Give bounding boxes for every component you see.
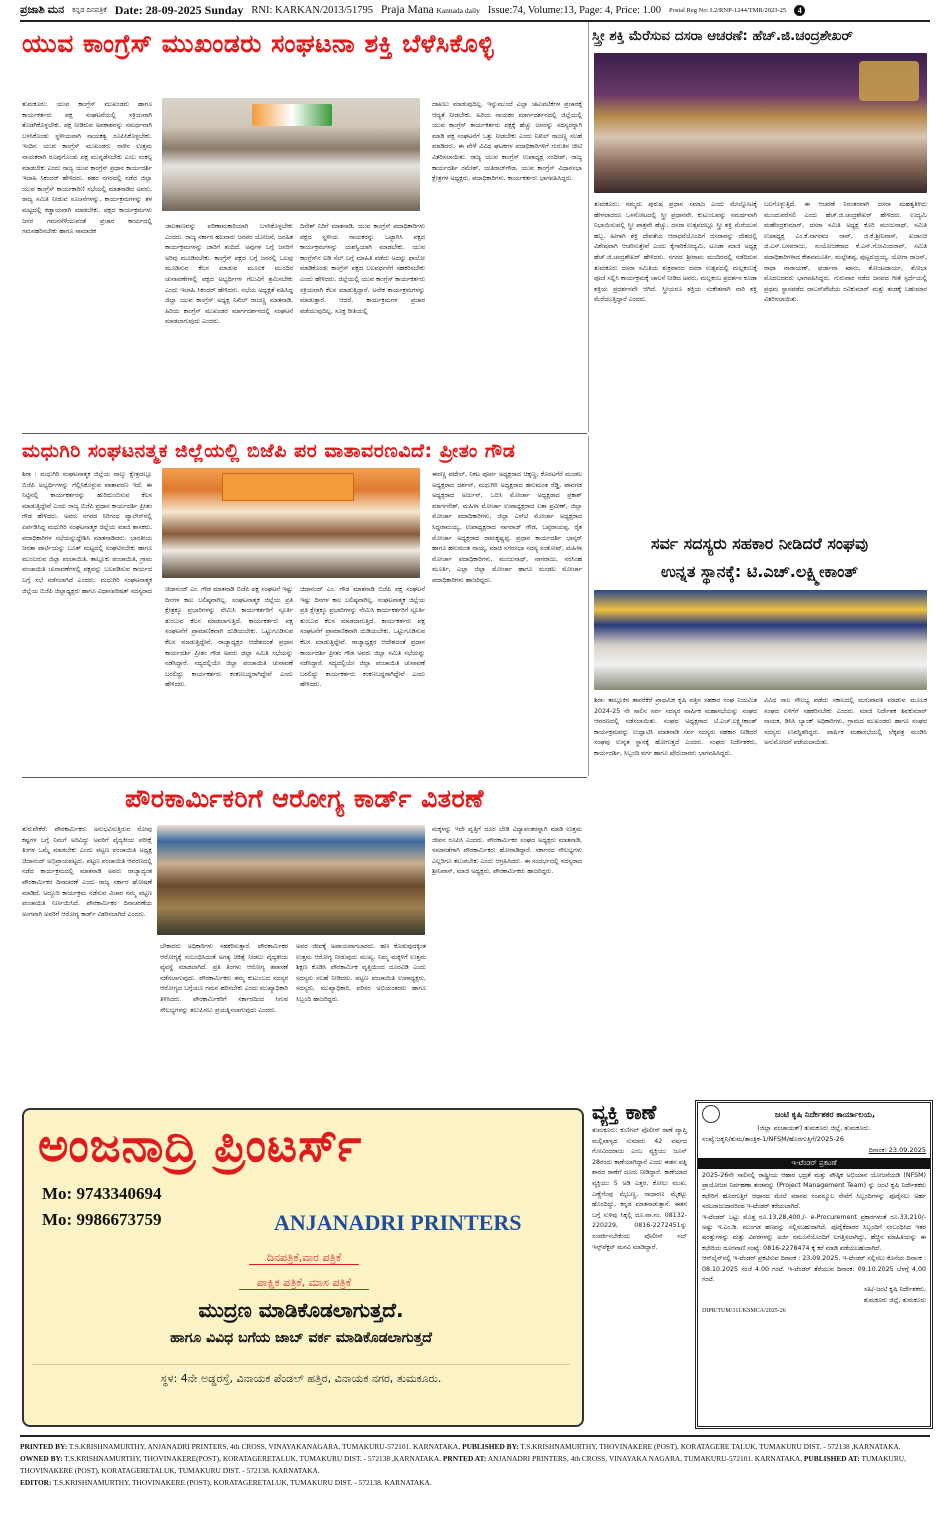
bjp-col1: ಶಿರಾ : ಮಧುಗಿರಿ ಸಂಘಟನಾತ್ಮಕ ಜಿಲ್ಲೆಯ ನಾಲ್ಕು ಕ್ಷೇತ್ರದಲ್ಲೂ ಬಿಜೆಪಿ ಅಭ್ಯರ್ಥಿಗಳನ್ನು ಗೆಲ್ಲಿಸಿಕೊಳ್ಳುವ ವಾತಾವರಣ ಇದೆ. ಈ ನಿಟ್ಟಿನಲ್ಲಿ ಕಾರ್ಯಕರ್ತರನ್ನು ಹುರಿದುಂಬಿಸುವ ಕೆಲಸ ಮಾಡುತ್ತಿದ್ದೇವೆ ಎಂದು ರಾಜ್ಯ ಬಿಜೆಪಿ ಪ್ರಧಾನ ಕಾರ್ಯದರ್ಶಿ ಪ್ರೀತಂ ಗೌಡ ಹೇಳಿದರು. ಅವರು ನಗರದ ಸಿರಿಗಂಧ ಪ್ಯಾಲೇಸ್‌ನಲ್ಲಿ ಏರ್ಪಡಿಸಿದ್ದ ಮಧುಗಿರಿ ಸಂಘಟನಾತ್ಮಕ ಜಿಲ್ಲೆಯ ಮಾಜಿ ಶಾಸಕರು, ಪದಾಧಿಕಾರಿಗಳ ಸಭೆಯನ್ನುದ್ದೇಶಿಸಿ ಮಾತನಾಡಿದರು. ಭಾರತೀಯ ಜನತಾ ಪಾರ್ಟಿಯನ್ನು ಬೂತ್ ಮಟ್ಟದಲ್ಲಿ ಸಂಘಟಿಸಬೇಕು ಹಾಗೂ ಮುಂಬರುವ ಜಿಲ್ಲಾ ಪಂಚಾಯಿತಿ, ತಾಲ್ಲೂಕು ಪಂಚಾಯಿತಿ, ಗ್ರಾಮ ಪಂಚಾಯಿತಿ ಚುನಾವಣೆಗಳಲ್ಲಿ ಪಕ್ಷವನ್ನು ಬಲಪಡಿಸುವ ಕಾರ್ಯದ ಬಗ್ಗೆ ಸಭೆ ನಡೆಸಲಾಗಿದೆ ಎಂದರು. ಮಧುಗಿರಿ ಸಂಘಟನಾತ್ಮಕ ಜಿಲ್ಲೆಯ ಬಿಜೆಪಿ ಜಿಲ್ಲಾಧ್ಯಕ್ಷರು ಹಾಗೂ ವಿಧಾನಪರಿಷತ್ ಸದಸ್ಯರಾದ: [22, 471, 152, 595]
tender-sign2: ತುಮಕೂರು ಜಿಲ್ಲೆ, ತುಮಕೂರು: [863, 1296, 926, 1304]
anjanadri-printers-ad: [22, 1108, 584, 1427]
ad-publication-types: [204, 1246, 404, 1290]
tender-date: ದಿನಾಂಕ: 23.09.2025: [868, 1146, 926, 1154]
health-card-photo: [157, 825, 425, 935]
ad-divider: [32, 1364, 570, 1365]
bjp-col3: ಈರಣ್ಣ ಪಟೇಲ್, ನಿಕಟ ಪೂರ್ವ ಅಧ್ಯಕ್ಷರಾದ ಚಿಕ್ಕಣ್ಣ, ಕೊರಟಗೆರೆ ಮಂಡಲ ಅಧ್ಯಕ್ಷರಾದ ದರ್ಶನ್, ಮಧುಗಿರಿ ಅಧ್ಯಕ್ಷರಾದ ಹನುಮಂತ ರೆಡ್ಡಿ, ಪಾವಗಡ ಅಧ್ಯಕ್ಷರಾದ ಅರ್ಜುನ್, ಒಬಿಸಿ ಮೋರ್ಚಾ ಅಧ್ಯಕ್ಷರಾದ ಪ್ರಕಾಶ್ ಮಾರ್ಗನೇಶ್, ಮಹಿಳಾ ಮೋರ್ಚಾ ಉಪಾಧ್ಯಕ್ಷರಾದ ಲತಾ ಪ್ರವೀಣ್, ಜಿಲ್ಲಾ ಮೋರ್ಚಾ ಪದಾಧಿಕಾರಿಗಳು, ಜಿಲ್ಲಾ ಎಸ್‌ಟಿ ಮೋರ್ಚಾ ಅಧ್ಯಕ್ಷರಾದ ಸಿದ್ದರಾಮಯ್ಯ, ಉಪಾಧ್ಯಕ್ಷರಾದ ನಾಗರಾಜ್ ಗೌಡ, ಬಪ್ಪರಾಯಪ್ಪ, ರೈತ ಮೋರ್ಚಾ ಅಧ್ಯಕ್ಷರಾದ ರಾಮಕೃಷ್ಣಪ್ಪ, ಪ್ರಧಾನ ಕಾರ್ಯದರ್ಶಿ ಭಾಸ್ಕರ್ ಹಾಗೂ ಹನುಮಂತ ನಾಯ್ಕ, ಮಾಜಿ ನಗರಸಭಾ ಸದಸ್ಯ ಸಂತೋಷ್, ಮಹಿಳಾ ಮೋರ್ಚಾ ಪದಾಧಿಕಾರಿಗಳು, ಮಂಜುನಾಥ್, ನಾಗರಾಜು, ನರಸಿಂಹ ಮೂರ್ತಿ, ಎಲ್ಲಾ ಜಿಲ್ಲಾ ಮೋರ್ಚಾ ಹಾಗೂ ಮಂಡಲ ಮೋರ್ಚಾ ಪದಾಧಿಕಾರಿಗಳು ಹಾಜರಿದ್ದರು.: [432, 471, 582, 584]
cooperative-photo: [594, 590, 927, 690]
tender-para1: 2025-26ನೇ ಸಾಲಿನಲ್ಲಿ ರಾಷ್ಟ್ರೀಯ ಆಹಾರ ಭದ್ರತೆ ಮತ್ತು ಪೌಷ್ಠಿಕ ಅಭಿಯಾನ ಯೋಜನೆಯಡಿ (NFSM) ಪ್ರಾಯೋಜನ ನಿರ್ವಹಣಾ ತಂಡವನ್ನು (Project Management Team) ನ್ನು ಜಂಟಿ ಕೃಷಿ ನಿರ್ದೇಶಕರು ಕಛೇರಿಗೆ ಹೊರಗುತ್ತಿಗೆ ಆಧಾರದ ಮೇಲೆ ಮಾನವ ಸಂಪನ್ಮೂಲ ಸೇವೆಗೆ ಸಿಬ್ಬಂದಿಗಳನ್ನು ಪೂರೈಸಲು ಅರ್ಹ ಸರಬರಾಜುದಾರರಿಂದ ಇ-ಟೆಂಡರ್ ಕರೆಯಲಾಗಿದೆ.: [702, 1172, 926, 1211]
tender-para3: ಆನ್‌ಲೈನ್‌ನಲ್ಲಿ ಇ-ಟೆಂಡರ್ ಪ್ರಕಟಿಸುವ ದಿನಾಂಕ : 23.09.2025. ಇ-ಟೆಂಡರ್ ಸಲ್ಲಿಸಲು ಕೊನೆಯ ದಿನಾಂಕ : 08.10.2025 ಸಂಜೆ 4.00 ಗಂಟೆ. ಇ-ಟೆಂಡರ್ ತೆರೆಯುವ ದಿನಾಂಕ: 09.10.2025 ಬೆಳಗ್ಗೆ 4.00 ಗಂಟೆ.: [702, 1255, 926, 1284]
tender-title: ಇ-ಟೆಂಡರ್ ಪ್ರಕಟಣೆ: [698, 1158, 930, 1169]
ad-address: ಸ್ಥಳ: 4ನೇ ಅಡ್ಡರಸ್ತೆ, ವಿನಾಯಕ ಪೆಂಡಲ್ ಹತ್ತಿರ, ವಿನಾಯಕ ನಗರ, ತುಮಕೂರು.: [160, 1372, 442, 1385]
health-card-col3: ಅವರ ಜೀವಕ್ಕೆ ಅಪಾಯವಾಗಬಾರದು. ಹಣ ಕೊಡುವುದಕ್ಕಿಂತ ಉತ್ತಮ ಆರೋಗ್ಯ ನೀಡುವುದು ಮುಖ್ಯ. ನಿಮ್ಮ ಮಕ್ಕಳಿಗೆ ಉತ್ತಮ ಶಿಕ್ಷಣ ಕೊಡಿಸಿ ಪೌರಕಾರ್ಮಿಕ ವೃತ್ತಿಯಿಂದ ದೂರವಿಡಿ ಎಂದು ಸದಸ್ಯರು ಸಲಹೆ ನೀಡಿದರು. ಪಟ್ಟಣ ಪಂಚಾಯಿತಿ ಉಪಾಧ್ಯಕ್ಷರು, ಸದಸ್ಯರು, ಮುಖ್ಯಾಧಿಕಾರಿ, ಪರಿಸರ ಅಭಿಯಂತರರು ಹಾಗೂ ಸಿಬ್ಬಂದಿ ಹಾಜರಿದ್ದರು.: [296, 943, 426, 1003]
cooperative-headline-line1: ಸರ್ವ ಸದಸ್ಯರು ಸಹಕಾರ ನೀಡಿದರೆ ಸಂಘವು: [651, 534, 868, 553]
ad-phone-2: Mo: 9986673759: [42, 1210, 162, 1229]
youth-congress-col1: ತುಮಕೂರು: ಯುವ ಕಾಂಗ್ರೆಸ್ ಮುಖಂಡರು ಹಾಗೂ ಕಾರ್ಯಕರ್ತರು ಪಕ್ಷ ಸಂಘಟನೆಯಲ್ಲಿ ಸಕ್ರಿಯವಾಗಿ ತೊಡಗಿಕೊಳ್ಳಬೇಕು. ಪಕ್ಷ ನೀಡಿರುವ ಅವಕಾಶವನ್ನು ಸಮರ್ಥವಾಗಿ ಬಳಸಿಕೊಂಡು ಸ್ಥಳೀಯವಾಗಿ ನಾಯಕತ್ವ ರೂಪಿಸಿಕೊಳ್ಳಬೇಕು. ಇಂದಿನ ಯುವ ಕಾಂಗ್ರೆಸ್ ಮುಖಂಡರು ನಾಳಿನ ಉತ್ತಮ ನಾಯಕರಾಗಿ ರೂಪುಗೊಂಡು ಪಕ್ಷ ಮುನ್ನಡೆಸಬೇಕು ಎಂಬ ಸಂಕಲ್ಪ ಮಾಡಬೇಕು ಎಂದು ರಾಜ್ಯ ಯುವ ಕಾಂಗ್ರೆಸ್ ಪ್ರಧಾನ ಕಾರ್ಯದರ್ಶಿ ಇಲಾಹಿ ಸಿಕಂದರ್ ಹೇಳಿದರು. ಶಹರ ನಗರದಲ್ಲಿ ನಡೆದ ಜಿಲ್ಲಾ ಯುವ ಕಾಂಗ್ರೆಸ್ ಕಾರ್ಯಕಾರಿಣಿ ಸಭೆಯಲ್ಲಿ ಮಾತನಾಡಿದ ಅವರು, ರಾಜ್ಯ ಸಮಿತಿ ನೀಡುವ ಸೂಚನೆಗಳನ್ನು, ಕಾರ್ಯಕ್ರಮಗಳನ್ನು ತಳ ಮಟ್ಟದಲ್ಲಿ ಕಡ್ಡಾಯವಾಗಿ ಮಾಡಬೇಕು. ಪಕ್ಷದ ಕಾರ್ಯಕ್ರಮಗಳು ಜನರ ಗಮನಸೆಳೆಯುವಂತೆ ಪ್ರಚಾರ ಕಾರ್ಯದಲ್ಲಿ ಗಮನಹರಿಸಬೇಕು ಹಾಗೂ ಸಾಮಾಜಿಕ: [22, 101, 152, 236]
dasara-headline: ಸ್ತ್ರೀ ಶಕ್ತಿ ಮೆರೆಸುವ ದಸರಾ ಆಚರಣೆ: ಹೆಚ್.ಜಿ.ಚಂದ್ರಶೇಖರ್: [592, 28, 853, 44]
tender-sign1: ಸಹಿ/-ಜಂಟಿ ಕೃಷಿ ನಿರ್ದೇಶಕರು,: [864, 1286, 926, 1294]
owned-by: T.S.KRISHNAMURTHY, THOVINAKERE(POST), KORATAGERETALUK, TUMAKURU DIST. - 572138 ,KARNATAKA.: [64, 1454, 442, 1463]
editor-label: EDITOR:: [20, 1478, 52, 1487]
masthead-name: Praja Mana: [381, 4, 434, 16]
cooperative-col1: ಶಿರಾ: ತಾಲ್ಲೂಕಿನ ತಾವರೆಕೆರೆ ಪ್ರಾಥಮಿಕ ಕೃಷಿ ಪತ್ತಿನ ಸಹಕಾರ ಸಂಘ ನಿಯಮಿತ 2024-25 ನೇ ಸಾಲಿನ ಸರ್ವ ಸದಸ್ಯರ ವಾರ್ಷಿಕ ಮಹಾಸಭೆಯನ್ನು ಸಂಘದ ಆವರಣದಲ್ಲಿ ನಡೆಸಲಾಯಿತು. ಸಂಘದ ಅಧ್ಯಕ್ಷರಾದ ಟಿ.ಎಚ್.ಲಕ್ಷ್ಮೀಕಾಂತ್ ಕಾರ್ಯಕ್ರಮವನ್ನು ಉದ್ಘಾಟಿಸಿ ಮಾತನಾಡಿ ಸರ್ವ ಸದಸ್ಯರು ಸಹಕಾರ ನೀಡಿದರೆ ಸಂಘವು ಉನ್ನತ ಸ್ಥಾನಕ್ಕೆ ಹೋಗುತ್ತದೆ ಎಂದರು. ಸಂಘದ ನಿರ್ದೇಶಕರು, ಕಾರ್ಯದರ್ಶಿ, ಸಿಬ್ಬಂದಿ ವರ್ಗ ಹಾಗೂ ಷೇರುದಾರರು ಭಾಗವಹಿಸಿದ್ದರು.: [594, 697, 757, 757]
dasara-photo: [594, 53, 927, 193]
bjp-photo: [162, 468, 420, 578]
ad-line2: ಪಾಕ್ಷಿಕ ಪತ್ರಿಕೆ, ಮಾಸ ಪತ್ರಿಕೆ: [239, 1276, 369, 1290]
dasara-col2: ಬಲಗೊಳ್ಳುತ್ತಿದೆ. ಈ ಆಚರಣೆ ನಿರಂತರವಾಗಿ ದಸರಾ ಮಹತ್ವತಿಳಿದು ಮುಂದುವರೆಸಲಿ ಎಂದು ಹೆಚ್.ಜಿ.ಚಂದ್ರಶೇಖರ್ ಹೇಳಿದರು. ಉದ್ಯಮಿ ಮಹೇಂದ್ರಕುಮಾರ್, ದಸರಾ ಸಮಿತಿ ಅಧ್ಯಕ್ಷ ಕೊರಿ ಮಂಜುನಾಥ್, ಸಮಿತಿ ಉಪಾಧ್ಯಕ್ಷ ಎಂ.ಕೆ.ನಾಗರಾಜ ರಾವ್, ಜಿ.ಕೆ.ಶ್ರೀನಿವಾಸ್, ಖಜಾಂಚಿ ಜಿ.ಎಸ್.ಬಸವರಾಜು, ಸಂಯೋಜಕರಾದ ಕೆ.ಎನ್.ಗೋವಿಂದರಾವ್, ಸಮಿತಿ ಪದಾಧಿಕಾರಿಗಳಾದ ಕೇಶವಮೂರ್ತಿ, ಮಲ್ಲೇಶಪ್ಪ, ಪುಟ್ಟರುದ್ರಯ್ಯ, ಯೋಗಾ ರಾಜನ್, ರಾಧಾ ನಾರಾಯಣ್, ಫರ್ಜಾನಾ ಖಾನಂ, ತೋಂಟದಾರ್ಯ, ಶೋಭಾ ಮೊದಲದವರು ಭಾಗವಹಿಸಿದ್ದರು. ಗುರುವಾರ ನಡೆದ ಜನಪದ ಗೀತೆ ಸ್ಪರ್ಧೆಯಲ್ಲಿ ಪ್ರಥಮ ಸ್ಥಾನಪಡೆದ ದಾಬಸ್‌ಪೇಟೆಯ ರವಿಕುಮಾರ್ ಮತ್ತು ತಂಡಕ್ಕೆ ಬಹುಮಾನ ವಿತರಿಸಲಾಯಿತು.: [764, 201, 927, 304]
youth-congress-col4: ದಾಖಲು ಮಾಡುವುದಿಲ್ಲ. ಇನ್ನುಮುಂದೆ ಎಲ್ಲಾ ಚಟುವಟಿಕೆಗಳ ಪ್ರಚಾರಕ್ಕೆ ಆದ್ಯತೆ ನೀಡಬೇಕು. ಹಿರಿಯ ನಾಯಕರ ಮಾರ್ಗದರ್ಶನದಲ್ಲಿ ಜಿಲ್ಲೆಯಲ್ಲಿ ಯುವ ಕಾಂಗ್ರೆಸ್ ಕಾರ್ಯಕರ್ತರು ಪಕ್ಷಕ್ಕೆ ಹೆಚ್ಚು ಜನರನ್ನು ಸದಸ್ಯರನ್ನಾಗಿ ಮಾಡಿ ಪಕ್ಷ ಸಂಘಟನೆಗೆ ಒತ್ತು ನೀಡಬೇಕು ಎಂದು ನಿಖಿಲ್ ರಾಜಣ್ಣ ಸಲಹೆ ಮಾಡಿದರು. ಈ ವೇಳೆ ವಿವಿಧ ಘಟಕಗಳ ಪದಾಧಿಕಾರಿಗಳಿಗೆ ಗುರುತಿನ ಚೀಟಿ ವಿತರಿಸಲಾಯಿತು. ರಾಜ್ಯ ಯುವ ಕಾಂಗ್ರೆಸ್ ಉಪಾಧ್ಯಕ್ಷ ಸಂದೀಪ್, ರಾಜ್ಯ ಕಾರ್ಯದರ್ಶಿ ರಮೇಶ್, ಯತಿರಾಜ್‌ಗೌಡ, ಯುವ ಕಾಂಗ್ರೆಸ್ ವಿಧಾನಸಭಾ ಕ್ಷೇತ್ರಗಳ ಅಧ್ಯಕ್ಷರು, ಪದಾಧಿಕಾರಿಗಳು, ಕಾರ್ಯಕರ್ತರು ಭಾಗವಹಿಸಿದ್ದರು.: [432, 101, 582, 183]
masthead-logo: ಪ್ರಜಾಶಿ ಮನ: [20, 3, 65, 16]
cooperative-col2: ವಿವಿಧ ಸಾಲ ಸೌಲಭ್ಯ ಪಡೆದು ಸಕಾಲದಲ್ಲಿ ಮರುಪಾವತಿ ಮಾಡುವ ಮೂಲಕ ಸಂಘದ ಏಳಿಗೆಗೆ ಸಹಕರಿಸಬೇಕು ಎಂದರು. ಮಾಜಿ ನಿರ್ದೇಶಕ ಶಿವಕುಮಾರ್ ನಾಯಕ, ಡಿಸಿಸಿ ಬ್ಯಾಂಕ್ ಅಧಿಕಾರಿಗಳು, ಗ್ರಾಮದ ಮುಖಂಡರು ಹಾಗೂ ಸಂಘದ ಸದಸ್ಯರು ಉಪಸ್ಥಿತರಿದ್ದರು. ವಾರ್ಷಿಕ ಮಹಾಸಭೆಯಲ್ಲಿ ಲೆಕ್ಕಪತ್ರ ಮಂಡಿಸಿ ಅನುಮೋದನೆ ಪಡೆಯಲಾಯಿತು.: [764, 697, 927, 747]
missing-person: [592, 1098, 687, 1423]
masthead-postal: Postal Reg No: L2/RNP-1244/TMR/2023-25: [669, 6, 787, 14]
published-at-label: PUBLISHED AT:: [803, 1454, 860, 1463]
page-number-badge: 4: [794, 5, 805, 16]
missing-person-headline: ವ್ಯಕ್ತಿ ಕಾಣೆ: [592, 1100, 657, 1124]
owned-by-label: OWNED BY:: [20, 1454, 63, 1463]
cooperative-headline: [592, 530, 927, 586]
tender-header: [698, 1103, 930, 1123]
masthead-date: Date: 28-09-2025 Sunday: [114, 2, 244, 17]
bjp-banner-graphic: [222, 473, 354, 501]
government-seal-icon: [702, 1105, 720, 1123]
column-divider: [588, 22, 589, 432]
ad-line4: ಹಾಗೂ ವಿವಿಧ ಬಗೆಯ ಜಾಬ್ ವರ್ಕ ಮಾಡಿಕೊಡಲಾಗುತ್ತದೆ: [170, 1330, 432, 1346]
banner-graphic: [252, 104, 332, 126]
printed-at: ANJANADRI PRINTERS, 4th CROSS, VINAYAKA NAGARA, TUMAKURU-572101. KARNATAKA,: [487, 1454, 803, 1463]
imprint-footer: [20, 1435, 930, 1489]
masthead-rni: RNI: KARKAN/2013/51795: [251, 4, 374, 16]
health-card-col1: ತುರುವೇಕೆರೆ: ಪೌರಕಾರ್ಮಿಕರು ಅನುಭವಿಸುತ್ತಿರುವ ನೋವು ಕಷ್ಟಗಳ ಬಗ್ಗೆ ನಿಮಗೆ ಅರಿವಿದ್ದು ಅವರಿಗೆ ವೈದ್ಯಕೀಯ ಪರೀಕ್ಷೆ ತಿಂಗಳ ಒಮ್ಮೆ ಮಾಡಬೇಕು ಎಂದು ಪಟ್ಟಣ ಪಂಚಾಯಿತಿ ಅಧ್ಯಕ್ಷ ಚಿದಾನಂದ್ ಅಭಿಪ್ರಾಯಪಟ್ಟರು. ಪಟ್ಟಣ ಪಂಚಾಯಿತಿ ಆವರಣದಲ್ಲಿ ನಡೆದ ಕಾರ್ಯಕ್ರಮದಲ್ಲಿ ಮಾತನಾಡಿ ಅವರು ರಾಜ್ಯಾದ್ಯಂತ ಪೌರಕಾರ್ಮಿಕರ ದಿನಾಚರಣೆ ಎಂದು ರಾಜ್ಯ ಸರ್ಕಾರ ಘೋಷಣೆ ಮಾಡಿದೆ. ಅದ್ದೂರಿ ಕಾರ್ಯಕ್ರಮ ನಡೆಸುವ ವಿಚಾರ ನಮ್ಮ ಪಟ್ಟಣ ಪಂಚಾಯಿತಿ ನಿರ್ಣಯಿಸಿದೆ. ಪೌರಕಾರ್ಮಿಕರ ದಿನಾಚರಣೆಯ ಅಂಗವಾಗಿ ಅವರಿಗೆ ಆರೋಗ್ಯ ಕಾರ್ಡ್ ವಿತರಿಸಲಾಗಿದೆ ಎಂದರು.: [22, 826, 152, 918]
tender-dipr: DIPR/TUM/311/KSMCA/2025-26: [702, 1308, 786, 1315]
tender-para2: ಇ-ಟೆಂಡರ್ ಒಟ್ಟು ಮೊತ್ತ ರೂ.13,28,400./- e-Procurement ಪ್ರಕಾರಗಳಂತೆ ರೂ.33,210/- ಅಷ್ಟು ಇ.ಎಂ.ಡಿ. ಮುಂಗಡ ಹಣವನ್ನು ಸಲ್ಲಿಸಬಹುದಾಗಿದೆ. ಪೂರೈಕೆದಾರರ ಸಿಬ್ಬಂದಿಗೆ ಸಂಬಂಧಿಸಿದ ಇತರ ಷರತ್ತುಗಳನ್ನು ಮತ್ತು ವಿವರಗಳನ್ನು ಅರ್ಜಿ ನಮೂನೆಯೊಂದಿಗೆ ಲಗತ್ತಿಸಲಾಗಿದ್ದು, ಹೆಚ್ಚಿನ ಮಾಹಿತಿಯನ್ನು ಈ ಕಛೇರಿಯ ದೂರವಾಣಿ ಸಂಖ್ಯೆ: 0816-2278474 ಕ್ಕೆ ಕರೆ ಮಾಡಿ ಪಡೆಯಬಹುದಾಗಿದೆ.: [702, 1213, 926, 1252]
ad-title-kannada: ಅಂಜನಾದ್ರಿ ಪ್ರಿಂಟರ್ಸ್: [38, 1118, 363, 1172]
youth-congress-photo: [162, 98, 420, 211]
published-by: T.S.KRISHNAMURTHY, THOVINAKERE (POST), KORATAGERE TALUK, TUMAKURU DIST. - 572138 ,KARNATAKA.: [520, 1442, 901, 1451]
youth-congress-col3: ದಿನೇಶ್ ನಿರಿಗೆ ಮಾತನಾಡಿ, ಯುವ ಕಾಂಗ್ರೆಸ್ ಪದಾಧಿಕಾರಿಗಳು ಪಕ್ಷದ ಸ್ಥಳೀಯ ನಾಯಕರನ್ನು ಒಟ್ಟಾಗಿಸಿ ಪಕ್ಷದ ಕಾರ್ಯಕ್ರಮಗಳನ್ನು ಯಶಸ್ವಿಯಾಗಿ ಮಾಡಬೇಕು. ಯುವ ಕಾಂಗ್ರೆಸ್‌ನ ಐಡಿ ಸೆಲ್ ಬಗ್ಗೆ ಮಾಹಿತಿ ಪಡೆದು ಅದನ್ನು ಫಾಲೋ ಮಾಡಿಕೊಂಡು ಕಾಂಗ್ರೆಸ್ ಪಕ್ಷದ ಬಲವರ್ಧನೆಗೆ ಸಹಕರಿಸಬೇಕು ಎಂದು ಹೇಳಿದರು. ಜಿಲ್ಲೆಯಲ್ಲಿ ಯುವ ಕಾಂಗ್ರೆಸ್ ಕಾರ್ಯಕರ್ತರು ಸಕ್ರಿಯವಾಗಿ ಕೆಲಸ ಮಾಡುತ್ತಿದ್ದಾರೆ. ಅನೇಕ ಕಾರ್ಯಕ್ರಮಗಳನ್ನು ಮಾಡುತ್ತಾರೆ. ಆದರೆ, ಕಾರ್ಯಕ್ರಮಗಳ ಪ್ರಚಾರ ಪಡೆಯುವುದಿಲ್ಲ, ಸೂಕ್ತ ರೀತಿಯಲ್ಲಿ: [300, 223, 425, 315]
health-card-col2: ಬೇಕಾದರು ಅಧಿಕಾರಿಗಳು ಸಹಕರಿಸುತ್ತಾರೆ. ಪೌರಕಾರ್ಮಿಕರ ಆರೋಗ್ಯಕ್ಕೆ ಸಂಬಂಧಿಸಿದಂತೆ ಅಗತ್ಯ ಚಿಕಿತ್ಸೆ ನೀಡಲು ವೈದ್ಯಕೀಯ ವ್ಯವಸ್ಥೆ ಮಾಡಲಾಗಿದೆ. ಪ್ರತಿ ತಿಂಗಳು ಆರೋಗ್ಯ ತಪಾಸಣೆ ನಡೆಸಲಾಗುವುದು. ಪೌರಕಾರ್ಮಿಕರು ತಮ್ಮ ಕುಟುಂಬದ ಸದಸ್ಯರ ಆರೋಗ್ಯದ ಬಗ್ಗೆಯೂ ಗಮನ ಹರಿಸಬೇಕು ಎಂದು ಮುಖ್ಯಾಧಿಕಾರಿ ತಿಳಿಸಿದರು. ಪೌರಕಾರ್ಮಿಕರಿಗೆ ಸರ್ಕಾರದಿಂದ ಸಿಗುವ ಸೌಲಭ್ಯಗಳನ್ನು ತಲುಪಿಸಲು ಪ್ರಯತ್ನಿಸಲಾಗುವುದು ಎಂದರು.: [160, 943, 288, 1014]
tender-ref: ಸಂಖ್ಯೆ:ಜಕೃನಿ/ತುಮ/ತಾಂತ್ರಿಕ-1/NFSM/ಹೊರಗುತ್ತಿಗೆ/2025-26: [702, 1135, 844, 1143]
tender-notice: [695, 1100, 933, 1429]
tender-office-sub: (ಜಿಲ್ಲಾ ಪಂಚಾಯತ್) ತುಮಕೂರು ಜಿಲ್ಲೆ, ತುಮಕೂರು.: [757, 1124, 871, 1132]
cooperative-headline-line2: ಉನ್ನತ ಸ್ಥಾನಕ್ಕೆ: ಟಿ.ಎಚ್.ಲಕ್ಷ್ಮೀಕಾಂತ್: [660, 562, 859, 581]
ad-line3: ಮುದ್ರಣ ಮಾಡಿಕೊಡಲಾಗುತ್ತದೆ.: [198, 1298, 404, 1322]
column-divider: [588, 436, 589, 776]
youth-congress-col2: ಜಾಲತಾಣವನ್ನು ಪರಿಣಾಮಕಾರಿಯಾಗಿ ಬಳಸಿಕೊಳ್ಳಬೇಕು ಎಂದರು. ರಾಜ್ಯ ಸರ್ಕಾರ ಹಲವಾರು ಜನಪರ ಯೋಜನೆ, ಜನಹಿತ ಕಾರ್ಯಕ್ರಮಗಳನ್ನು ಜಾರಿಗೆ ತಂದಿದೆ. ಅವುಗಳ ಬಗ್ಗೆ ಜನರಿಗೆ ಅರಿವು ಮೂಡಿಸಬೇಕು. ಕಾಂಗ್ರೆಸ್ ಪಕ್ಷದ ಬಗ್ಗೆ ಜನರಲ್ಲಿ ಒಲವು ಮೂಡಿಸುವ ಕೆಲಸ ಮಾಡುವ ಮೂಲಕ ಮುಂದಿನ ಚುನಾವಣೆಗಳಲ್ಲಿ ಪಕ್ಷದ ಅಭ್ಯರ್ಥಿಗಳ ಗೆಲುವಿಗೆ ಶ್ರಮಿಸಬೇಕು ಎಂದು ಇಲಾಹಿ ಸಿಕಂದರ್ ಹೇಳಿದರು. ಸಭೆಯ ಅಧ್ಯಕ್ಷತೆ ವಹಿಸಿದ್ದ ಜಿಲ್ಲಾ ಯುವ ಕಾಂಗ್ರೆಸ್ ಅಧ್ಯಕ್ಷ ನಿಖಿಲ್ ರಾಜಣ್ಣ ಮಾತನಾಡಿ, ಹಿರಿಯ ಕಾಂಗ್ರೆಸ್ ಮುಖಂಡರ ಮಾರ್ಗದರ್ಶನದಲ್ಲಿ ಸಂಘಟನೆ ಮಾಡಲಾಗುವುದು ಎಂದರು.: [165, 223, 293, 326]
masthead-name-en: [381, 4, 480, 16]
masthead-tagline: ಕನ್ನಡ ದಿನಪತ್ರಿಕೆ: [72, 5, 107, 14]
section-divider: [22, 433, 587, 434]
health-card-col4: ಮಕ್ಕಳನ್ನು ಇದೇ ವೃತ್ತಿಗೆ ದೂರ ಬೇಡಿ ವಿದ್ಯಾವಂತರನ್ನಾಗಿ ಮಾಡಿ ಉತ್ತಮ ಜೀವನ ರೂಪಿಸಿ ಎಂದರು. ಪೌರಕಾರ್ಮಿಕರ ಸಂಘದ ಅಧ್ಯಕ್ಷರು ಮಾತನಾಡಿ, ಸಮಾನತೆಗಾಗಿ ಪೌರಕಾರ್ಮಿಕರು ಹೋರಾಡಿದ್ದಾರೆ. ಸರ್ಕಾರದ ಸೌಲಭ್ಯಗಳು ಎಲ್ಲರಿಗೂ ತಲುಪಬೇಕು ಎಂದು ಆಗ್ರಹಿಸಿದರು. ಈ ಸಂದರ್ಭದಲ್ಲಿ ಸದಸ್ಯರಾದ ಶ್ರೀನಿವಾಸ್, ಮಾಜಿ ಅಧ್ಯಕ್ಷರು, ಪೌರಕಾರ್ಮಿಕರು ಹಾಜರಿದ್ದರು.: [432, 826, 582, 876]
published-by-label: PUBLISHED BY:: [462, 1442, 519, 1451]
masthead: [20, 0, 930, 22]
printed-by: T.S.KRISHNAMURTHY, ANJANADRI PRINTERS, 4th CROSS, VINAYAKANAGARA, TUMAKURU-572101. KARNATAKA,: [68, 1442, 461, 1451]
masthead-name-sub: Kannada daily: [436, 6, 480, 15]
health-card-headline: ಪೌರಕಾರ್ಮಿಕರಿಗೆ ಆರೋಗ್ಯ ಕಾರ್ಡ್ ವಿತರಣೆ: [125, 784, 484, 813]
section-divider: [22, 777, 587, 778]
printed-at-label: PRNTED AT:: [442, 1454, 487, 1463]
published-at: TUMAKURU, THOVINAKERE (POST), KORATAGERETALUK, TUMAKURU DIST. - 572138. KARNATAKA.: [20, 1454, 906, 1475]
printed-by-label: PRINTED BY:: [20, 1442, 68, 1451]
masthead-issue: Issue:74, Volume:13, Page: 4, Price: 1.00: [487, 4, 662, 16]
youth-congress-headline: ಯುವ ಕಾಂಗ್ರೆಸ್ ಮುಖಂಡರು ಸಂಘಟನಾ ಶಕ್ತಿ ಬೆಳೆಸಿಕೊಳ್ಳಿ: [22, 29, 495, 58]
dasara-col1: ತುಮಕೂರು: ನಮ್ಮದು ಪುರುಷ ಪ್ರಧಾನ ಸಮಾಜ ಎಂದು ಮೇಲ್ನೋಟಕ್ಕೆ ಹೇಳಲಾದರೂ ಒಳನೋಟದಲ್ಲಿ ಸ್ತ್ರೀ ಪ್ರಧಾನವೇ. ಕುಟುಂಬವನ್ನು ಸಮರ್ಥವಾಗಿ ನಿಭಾಯಿಸುವಲ್ಲಿ ಸ್ತ್ರೀ ಪಾತ್ರವೇ ಹೆಚ್ಚು. ದಸರಾ ಉತ್ಸವದಲ್ಲೂ ಸ್ತ್ರೀ ಶಕ್ತಿ ಮೆರೆಯುವ ಹಬ್ಬ. ಹೀಗಾಗಿ ಶಕ್ತಿ ದೇವತೆಯ ಆರಾಧನೆಯೊಂದಿಗೆ ದಸರಾವನ್ನು ದೇಶದಲ್ಲಿ ವಿಶೇಷವಾಗಿ ಆಚರಿಸುತ್ತೇವೆ ಎಂದು ಕೈಗಾರಿಕೋದ್ಯಮಿ, ಟೂಡಾ ಮಾಜಿ ಅಧ್ಯಕ್ಷ ಹೆಚ್.ಜಿ.ಚಂದ್ರಶೇಖರ್ ಹೇಳಿದರು. ನಗರದ ಶ್ರೀರಾಮ ಮಂದಿರದಲ್ಲಿ ನಡೆದಿರುವ ತುಮಕೂರು ದಸರಾ ಸಮಿತಿಯ ಶುಕ್ರವಾರದ ದಸರಾ ಉತ್ಸವದಲ್ಲಿ ಮಲ್ಲಕಂಬಕ್ಕೆ ಪೂಜೆ ಸಲ್ಲಿಸಿ ಕಾರ್ಯಕ್ರಮಕ್ಕೆ ಚಾಲನೆ ನೀಡಿದ ಅವರು, ಮಲ್ಲಕಂಬ ಪ್ರದರ್ಶನ ಕೂಡಾ ಶಕ್ತಿಯ ಪ್ರದರ್ಶನವೇ ಆಗಿದೆ. ಸ್ತ್ರೀಯರೂ ಶಕ್ತಿಯ ಸಂಕೇತವಾಗಿ ನಾರಿ ಶಕ್ತಿ ಮೆರೆಯುತ್ತಿದ್ದಾರೆ ಎಂದರು.: [594, 201, 757, 304]
editor: T.S.KRISHNAMURTHY, THOVINAKERE (POST), KORATAGERETALUK, TUMAKURU DIST. - 572138. KARNATAKA.: [53, 1478, 432, 1487]
ad-phone-1: Mo: 9743340694: [42, 1184, 162, 1203]
missing-person-body: ತುಮಕೂರು: ಕುಣಿಗಲ್ ಪೊಲೀಸ್ ಠಾಣೆ ವ್ಯಾಪ್ತಿ ಮಲ್ಲಿಪಾಳ್ಯದ ಸುಮಾರು 42 ವರ್ಷದ ಗೋವಿಂದರಾಜು ಎಂಬ ವ್ಯಕ್ತಿಯು ಜೂನ್ 28ರಂದು ಕಾಣೆಯಾಗಿದ್ದಾನೆ ಎಂದು ಈತನ ಪತ್ನಿ ಶಾರದ ಠಾಣೆಗೆ ದೂರು ನೀಡಿದ್ದಾರೆ. ಕಾಣೆಯಾದ ವ್ಯಕ್ತಿಯು 5 ಅಡಿ ಎತ್ತರ, ಕೋಲು ಮುಖ, ಎಣ್ಣೆಗೆಂಪು ಮೈಬಣ್ಣ, ಸಾಧಾರಣ ಮೈಕಟ್ಟು ಹೊಂದಿದ್ದು, ಕನ್ನಡ ಮಾತನಾಡುತ್ತಾನೆ. ಈತನ ಬಗ್ಗೆ ಸುಳಿವು ಸಿಕ್ಕಲ್ಲಿ ದೂ.ವಾ.ಸಂ. 08132-220229, 0816-2272451ನ್ನು ಸಂಪರ್ಕಿಸಬೇಕೆಂದು ಪೊಲೀಸ್ ಸಬ್ ಇನ್ಸ್‌ಪೆಕ್ಟರ್ ಮನವಿ ಮಾಡಿದ್ದಾರೆ.: [592, 1127, 687, 1251]
ad-title-english: ANJANADRI PRINTERS: [274, 1210, 522, 1235]
dasara-logo-graphic: [859, 61, 919, 101]
bjp-col2b: ಚಿದಾನಂದ್ ಎಂ. ಗೌಡ ಮಾತನಾಡಿ ಬಿಜೆಪಿ ಪಕ್ಷ ಸಂಘಟನೆ ಇಷ್ಟು ದಿನಗಳ ಕಾಲ ಬಲಿಷ್ಠವಾಗಿಲ್ಲ. ಸಂಘಟನಾತ್ಮಕ ಜಿಲ್ಲೆಯ ಪ್ರತಿ ಕ್ಷೇತ್ರಕ್ಕೂ ಪ್ರಭಾರಿಗಳನ್ನು ನೇಮಿಸಿ ಕಾರ್ಯಕರ್ತರಿಗೆ ಸ್ಪೂರ್ತಿ ತುಂಬುವ ಕೆಲಸ ಮಾಡಲಾಗುತ್ತಿದೆ. ಕಾರ್ಯಕರ್ತರು ಪಕ್ಷ ಸಂಘಟನೆಗೆ ಪ್ರಾಮಾಣಿಕವಾಗಿ ದುಡಿಯಬೇಕು. ಒಟ್ಟುಗೂಡಿಸುವ ಕೆಲಸ ಮಾಡುತ್ತಿದ್ದೇವೆ. ರಾಜ್ಯಾಧ್ಯಕ್ಷರ ಆದೇಶದಂತೆ ಪ್ರಧಾನ ಕಾರ್ಯದರ್ಶಿ ಪ್ರೀತಂ ಗೌಡ ಅವರು ಜಿಲ್ಲಾ ಸಮಿತಿ ಸಭೆಯನ್ನು ನಡೆಸಿದ್ದಾರೆ. ಸದ್ಯದಲ್ಲಿಯೇ ಜಿಲ್ಲಾ ಪಂಚಾಯಿತಿ ಚುನಾವಣೆ ಬರಲಿದ್ದು ಕಾರ್ಯಕರ್ತರು ಕಂಕಣಬದ್ಧರಾಗಿದ್ದೇವೆ ಎಂದು ಹೇಳಿದರು.: [300, 586, 425, 689]
tender-office: ಜಂಟಿ ಕೃಷಿ ನಿರ್ದೇಶಕರ ಕಾರ್ಯಾಲಯ,: [774, 1109, 876, 1119]
bjp-headline: ಮಧುಗಿರಿ ಸಂಘಟನತ್ಮಕ ಜಿಲ್ಲೆಯಲ್ಲಿ ಬಿಜೆಪಿ ಪರ ವಾತಾವರಣವಿದೆ: ಪ್ರೀತಂ ಗೌಡ: [22, 440, 516, 462]
ad-line1: ದಿನಪತ್ರಿಕೆ,ವಾರ ಪತ್ರಿಕೆ: [249, 1251, 359, 1265]
bjp-col2: ಚಿದಾನಂದ್ ಎಂ. ಗೌಡ ಮಾತನಾಡಿ ಬಿಜೆಪಿ ಪಕ್ಷ ಸಂಘಟನೆ ಇಷ್ಟು ದಿನಗಳ ಕಾಲ ಬಲಿಷ್ಠವಾಗಿಲ್ಲ. ಸಂಘಟನಾತ್ಮಕ ಜಿಲ್ಲೆಯ ಪ್ರತಿ ಕ್ಷೇತ್ರಕ್ಕೂ ಪ್ರಭಾರಿಗಳನ್ನು ನೇಮಿಸಿ ಕಾರ್ಯಕರ್ತರಿಗೆ ಸ್ಪೂರ್ತಿ ತುಂಬುವ ಕೆಲಸ ಮಾಡಲಾಗುತ್ತಿದೆ. ಕಾರ್ಯಕರ್ತರು ಪಕ್ಷ ಸಂಘಟನೆಗೆ ಪ್ರಾಮಾಣಿಕವಾಗಿ ದುಡಿಯಬೇಕು. ಒಟ್ಟುಗೂಡಿಸುವ ಕೆಲಸ ಮಾಡುತ್ತಿದ್ದೇವೆ. ರಾಜ್ಯಾಧ್ಯಕ್ಷರ ಆದೇಶದಂತೆ ಪ್ರಧಾನ ಕಾರ್ಯದರ್ಶಿ ಪ್ರೀತಂ ಗೌಡ ಅವರು ಜಿಲ್ಲಾ ಸಮಿತಿ ಸಭೆಯನ್ನು ನಡೆಸಿದ್ದಾರೆ. ಸದ್ಯದಲ್ಲಿಯೇ ಜಿಲ್ಲಾ ಪಂಚಾಯಿತಿ ಚುನಾವಣೆ ಬರಲಿದ್ದು ಕಾರ್ಯಕರ್ತರು ಕಂಕಣಬದ್ಧರಾಗಿದ್ದೇವೆ ಎಂದು ಹೇಳಿದರು.: [165, 586, 293, 689]
